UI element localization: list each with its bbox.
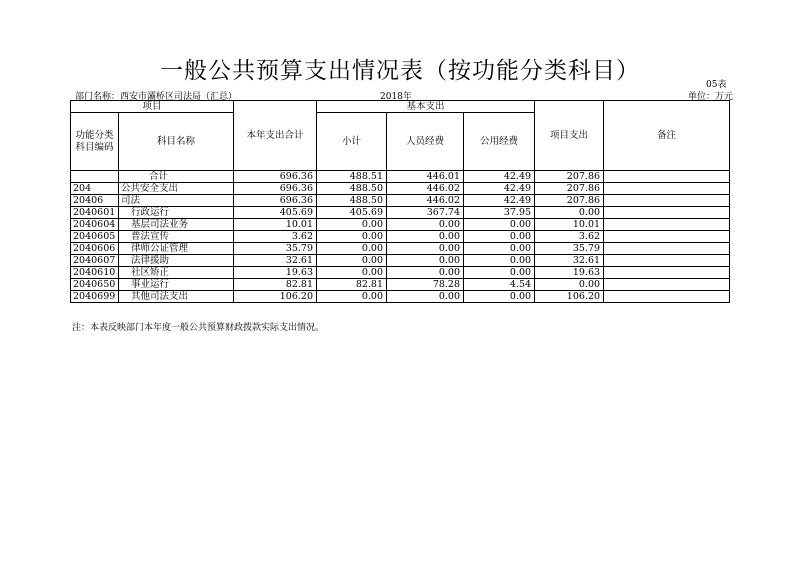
cell-subtotal: 82.81 <box>317 279 387 291</box>
cell-code <box>71 171 119 183</box>
table-row <box>71 195 730 207</box>
cell-total: 3.62 <box>234 231 317 243</box>
cell-project: 10.01 <box>535 219 604 231</box>
table-row <box>71 279 730 291</box>
cell-subtotal: 0.00 <box>317 243 387 255</box>
table-row <box>71 291 730 303</box>
cell-personnel: 78.28 <box>387 279 464 291</box>
header-code: 功能分类 科目编码 <box>71 113 119 171</box>
cell-subtotal: 0.00 <box>317 219 387 231</box>
table-note: 注：本表反映部门本年度一般公共预算财政拨款实际支出情况。 <box>72 323 325 333</box>
cell-public: 0.00 <box>464 267 535 279</box>
header-basic: 基本支出 <box>317 101 535 113</box>
cell-project: 207.86 <box>535 183 604 195</box>
cell-subtotal: 0.00 <box>317 291 387 303</box>
cell-code: 2040605 <box>71 231 119 243</box>
cell-total: 696.36 <box>234 183 317 195</box>
cell-total: 19.63 <box>234 267 317 279</box>
cell-code: 2040699 <box>71 291 119 303</box>
cell-public: 4.54 <box>464 279 535 291</box>
cell-name: 律师公证管理 <box>119 243 234 255</box>
table-row <box>71 231 730 243</box>
header-remark: 备注 <box>604 101 730 171</box>
cell-project: 35.79 <box>535 243 604 255</box>
cell-project: 207.86 <box>535 171 604 183</box>
cell-subtotal: 0.00 <box>317 255 387 267</box>
cell-public: 42.49 <box>464 171 535 183</box>
year-label: 2018年 <box>380 92 412 102</box>
cell-subtotal: 488.50 <box>317 195 387 207</box>
table-row <box>71 267 730 279</box>
cell-total: 32.61 <box>234 255 317 267</box>
header-name: 科目名称 <box>119 113 234 171</box>
cell-total: 10.01 <box>234 219 317 231</box>
cell-personnel: 446.02 <box>387 195 464 207</box>
cell-public: 37.95 <box>464 207 535 219</box>
table-row <box>71 207 730 219</box>
cell-name: 法律援助 <box>119 255 234 267</box>
cell-subtotal: 488.50 <box>317 183 387 195</box>
cell-code: 2040607 <box>71 255 119 267</box>
cell-remark <box>604 195 730 207</box>
table-row <box>71 183 730 195</box>
cell-project: 32.61 <box>535 255 604 267</box>
cell-project: 19.63 <box>535 267 604 279</box>
cell-personnel: 0.00 <box>387 267 464 279</box>
table-row <box>71 219 730 231</box>
cell-public: 42.49 <box>464 195 535 207</box>
cell-code: 2040610 <box>71 267 119 279</box>
cell-project: 0.00 <box>535 207 604 219</box>
cell-remark <box>604 243 730 255</box>
cell-personnel: 446.02 <box>387 183 464 195</box>
header-public: 公用经费 <box>464 113 535 171</box>
header-project: 项目支出 <box>535 101 604 171</box>
cell-code: 2040650 <box>71 279 119 291</box>
cell-project: 106.20 <box>535 291 604 303</box>
page-title: 一般公共预算支出情况表（按功能分类科目） <box>160 58 640 84</box>
cell-remark <box>604 291 730 303</box>
cell-personnel: 0.00 <box>387 291 464 303</box>
cell-project: 0.00 <box>535 279 604 291</box>
cell-remark <box>604 279 730 291</box>
cell-name: 其他司法支出 <box>119 291 234 303</box>
cell-name: 公共安全支出 <box>119 183 234 195</box>
cell-project: 3.62 <box>535 231 604 243</box>
unit-label: 单位：万元 <box>688 92 734 102</box>
cell-name: 事业运行 <box>119 279 234 291</box>
cell-total: 696.36 <box>234 195 317 207</box>
cell-code: 20406 <box>71 195 119 207</box>
cell-public: 42.49 <box>464 183 535 195</box>
cell-personnel: 0.00 <box>387 219 464 231</box>
cell-public: 0.00 <box>464 291 535 303</box>
cell-name: 行政运行 <box>119 207 234 219</box>
cell-remark <box>604 231 730 243</box>
header-item: 项目 <box>71 101 234 113</box>
cell-subtotal: 405.69 <box>317 207 387 219</box>
cell-code: 2040606 <box>71 243 119 255</box>
cell-total: 405.69 <box>234 207 317 219</box>
header-subtotal: 小计 <box>317 113 387 171</box>
table-row <box>71 255 730 267</box>
cell-total: 35.79 <box>234 243 317 255</box>
cell-name: 司法 <box>119 195 234 207</box>
table-row <box>71 243 730 255</box>
cell-subtotal: 0.00 <box>317 267 387 279</box>
cell-subtotal: 488.51 <box>317 171 387 183</box>
cell-subtotal: 0.00 <box>317 231 387 243</box>
cell-personnel: 446.01 <box>387 171 464 183</box>
cell-remark <box>604 267 730 279</box>
cell-public: 0.00 <box>464 255 535 267</box>
cell-project: 207.86 <box>535 195 604 207</box>
cell-code: 2040601 <box>71 207 119 219</box>
cell-name: 基层司法业务 <box>119 219 234 231</box>
cell-public: 0.00 <box>464 219 535 231</box>
table-header <box>71 101 730 171</box>
form-number: 05表 <box>706 80 727 90</box>
cell-total: 696.36 <box>234 171 317 183</box>
header-personnel: 人员经费 <box>387 113 464 171</box>
department-name: 部门名称：西安市灞桥区司法局（汇总） <box>75 92 238 102</box>
cell-remark <box>604 207 730 219</box>
header-total: 本年支出合计 <box>234 101 317 171</box>
cell-name: 社区矫正 <box>119 267 234 279</box>
cell-public: 0.00 <box>464 231 535 243</box>
cell-code: 2040604 <box>71 219 119 231</box>
table-body <box>71 171 730 303</box>
cell-public: 0.00 <box>464 243 535 255</box>
expenditure-table <box>70 100 730 303</box>
cell-total: 82.81 <box>234 279 317 291</box>
cell-remark <box>604 183 730 195</box>
cell-name: 合计 <box>119 171 234 183</box>
cell-remark <box>604 171 730 183</box>
cell-personnel: 367.74 <box>387 207 464 219</box>
cell-personnel: 0.00 <box>387 231 464 243</box>
cell-remark <box>604 255 730 267</box>
cell-name: 普法宣传 <box>119 231 234 243</box>
table-row <box>71 171 730 183</box>
cell-remark <box>604 219 730 231</box>
cell-personnel: 0.00 <box>387 255 464 267</box>
cell-total: 106.20 <box>234 291 317 303</box>
cell-personnel: 0.00 <box>387 243 464 255</box>
cell-code: 204 <box>71 183 119 195</box>
